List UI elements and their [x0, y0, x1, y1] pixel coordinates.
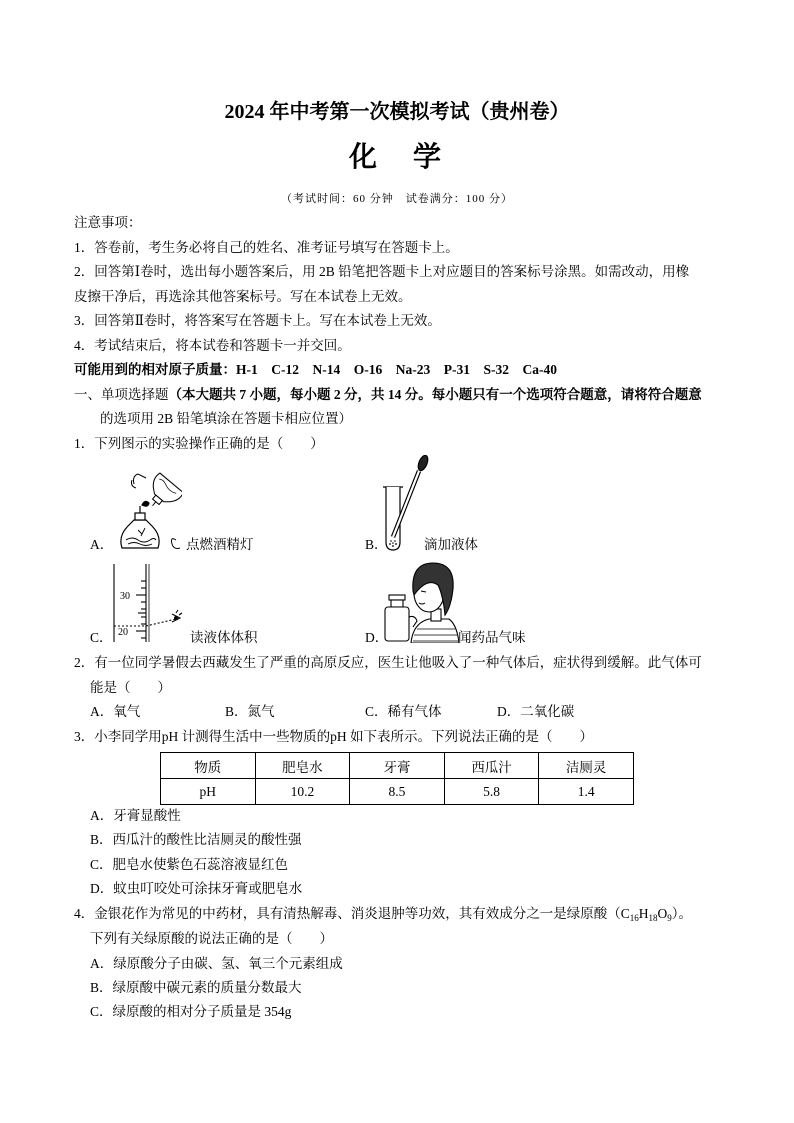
- table-header-cell: 物质: [161, 753, 256, 779]
- chemical-formula: [621, 906, 672, 921]
- question-4-option: A．绿原酸分子由碳、氢、氧三个元素组成: [90, 956, 343, 971]
- section-title: 一、单项选择题: [74, 387, 169, 402]
- table-cell: 1.4: [539, 779, 634, 805]
- scale-label: 20: [118, 627, 128, 638]
- question-4-stem-cont: 下列有关绿原酸的说法正确的是（ ）: [90, 931, 333, 946]
- table-cell: pH: [161, 779, 256, 805]
- exam-title: 2024 年中考第一次模拟考试（贵州卷）: [224, 101, 570, 123]
- option-letter: B．: [365, 537, 388, 552]
- question-4-stem-text: 4．金银花作为常见的中药材，具有清热解毒、消炎退肿等功效，其有效成分之一是绿原酸（: [74, 906, 621, 921]
- table-header-cell: 牙膏: [350, 753, 445, 779]
- smelling-chemical-icon: [383, 557, 459, 643]
- table-header-cell: 西瓜汁: [444, 753, 539, 779]
- formula-subscript: 9: [667, 913, 672, 923]
- graduated-cylinder-reading-icon: [106, 562, 190, 642]
- formula-element: O: [657, 906, 668, 921]
- question-3-option: A．牙膏显酸性: [90, 808, 181, 823]
- section-heading: [74, 386, 702, 404]
- option-caption: 滴加液体: [424, 537, 478, 552]
- section-desc: （本大题共 7 小题，每小题 2 分，共 14 分。每小题只有一个选项符合题意，请将符合题意: [168, 387, 702, 402]
- question-1-stem: 1．下列图示的实验操作正确的是（ ）: [74, 436, 324, 451]
- table-row: [161, 779, 634, 805]
- question-3-option: D．蚊虫叮咬处可涂抹牙膏或肥皂水: [90, 881, 303, 896]
- alcohol-lamp-lighting-icon: [112, 470, 182, 552]
- notice-line: 皮擦干净后，再选涂其他答案标号。写在本试卷上无效。: [74, 289, 412, 304]
- question-2-option: C．稀有气体: [365, 704, 442, 719]
- option-caption: 点燃酒精灯: [186, 537, 254, 552]
- table-cell: 8.5: [350, 779, 445, 805]
- option-letter: D．: [365, 630, 389, 645]
- formula-subscript: 18: [648, 913, 658, 923]
- formula-element: H: [638, 906, 649, 921]
- notice-line: 1．答卷前，考生务必将自己的姓名、准考证号填写在答题卡上。: [74, 240, 459, 255]
- section-desc-cont: 的选项用 2B 铅笔填涂在答题卡相应位置）: [100, 411, 353, 426]
- question-2-option: D．二氧化碳: [497, 704, 575, 719]
- option-caption: 读液体体积: [190, 630, 258, 645]
- question-2-option: B．氮气: [225, 704, 275, 719]
- question-2-stem-cont: 能是（ ）: [90, 680, 171, 695]
- notice-line: 3．回答第Ⅱ卷时，将答案写在答题卡上。写在本试卷上无效。: [74, 313, 441, 328]
- table-header-cell: 洁厕灵: [539, 753, 634, 779]
- notice-heading: 注意事项：: [74, 215, 142, 230]
- formula-subscript: 16: [629, 913, 639, 923]
- question-2-stem: 2．有一位同学暑假去西藏发生了严重的高原反应，医生让他吸入了一种气体后，症状得到缓解。此气体可: [74, 655, 702, 670]
- table-row: [161, 753, 634, 779]
- question-3-option: B．西瓜汁的酸性比洁厕灵的酸性强: [90, 832, 302, 847]
- option-letter: C．: [90, 630, 113, 645]
- subject-title: 化 学: [348, 142, 445, 173]
- ph-table: [160, 752, 634, 805]
- question-4-option: C．绿原酸的相对分子质量是 354g: [90, 1004, 292, 1019]
- question-4-option: B．绿原酸中碳元素的质量分数最大: [90, 980, 302, 995]
- question-4-stem: [74, 905, 692, 923]
- question-4-stem-end: ）。: [671, 906, 693, 921]
- question-2-option: A．氧气: [90, 704, 141, 719]
- option-caption: 闻药品气味: [458, 630, 526, 645]
- table-cell: 10.2: [255, 779, 350, 805]
- scale-label: 30: [120, 591, 130, 602]
- table-header-cell: 肥皂水: [255, 753, 350, 779]
- question-3-option: C．肥皂水使紫色石蕊溶液显红色: [90, 857, 289, 872]
- table-cell: 5.8: [444, 779, 539, 805]
- exam-info: （考试时间：60 分钟 试卷满分：100 分）: [281, 193, 513, 205]
- question-3-stem: 3．小李同学用pH 计测得生活中一些物质的pH 如下表所示。下列说法正确的是（ ）: [74, 729, 593, 744]
- notice-line: 2．回答第Ⅰ卷时，选出每小题答案后，用 2B 铅笔把答题卡上对应题目的答案标号涂黑。如需改动，用橡: [74, 264, 690, 279]
- notice-line: 4．考试结束后，将本试卷和答题卡一并交回。: [74, 338, 351, 353]
- formula-element: C: [620, 906, 630, 921]
- atomic-masses: 可能用到的相对原子质量：H-1 C-12 N-14 O-16 Na-23 P-31 S-32 Ca-40: [74, 362, 557, 377]
- option-letter: A．: [90, 537, 114, 552]
